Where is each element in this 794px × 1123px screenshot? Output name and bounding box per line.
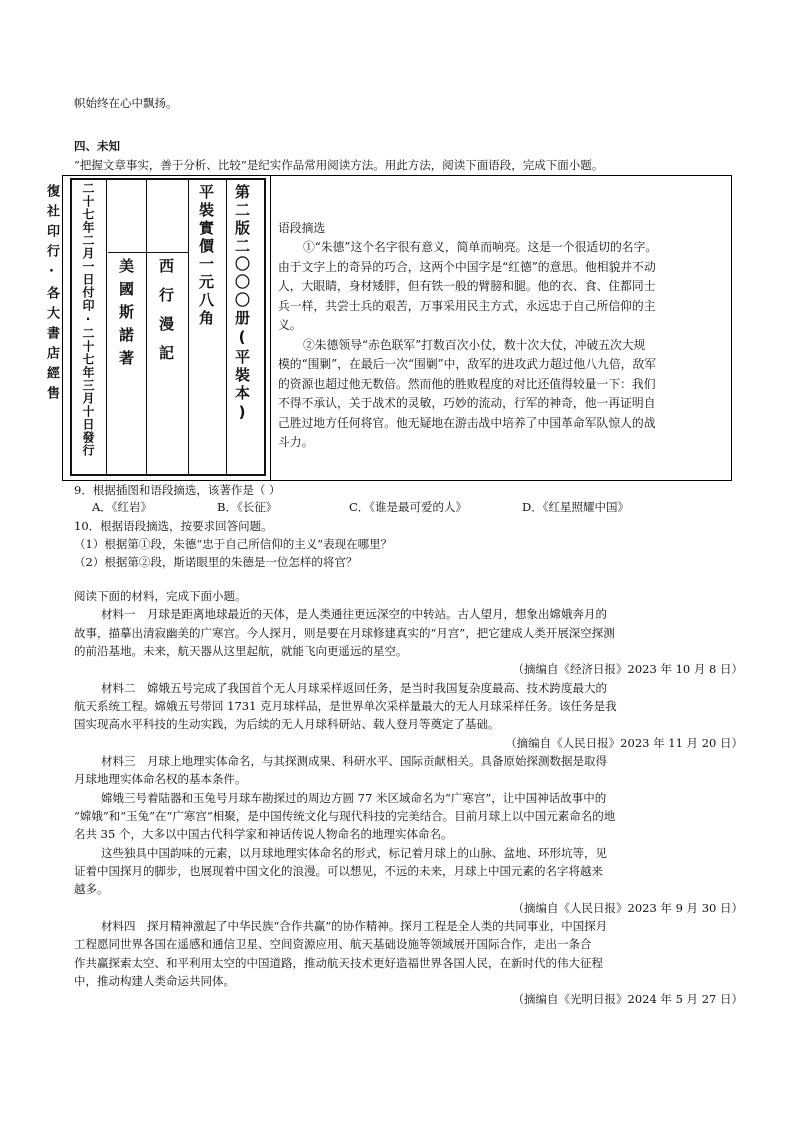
material-4-line: 作共赢探索太空、和平利用太空的中国道路，推动航天技术更好造福世界各国人民，在新时代的伟大征程 xyxy=(74,956,603,970)
cover-publisher: 復社印行·各大書店經售 xyxy=(44,184,59,406)
material-1-source: （摘编自《经济日报》2023 年 10 月 8 日） xyxy=(512,662,743,676)
material-1-line: 的前沿基地。未来，航天器从这里起航，就能飞向更遥远的星空。 xyxy=(74,644,408,658)
material-4-line: 中，推动构建人类命运共同体。 xyxy=(74,974,235,988)
excerpt-p1-line: ①“朱德”这个名字很有意义，简单而响亮。这是一个很适切的名字。 xyxy=(303,240,658,254)
material-3-line: 月球地理实体命名权的基本条件。 xyxy=(74,772,247,786)
cover-print-date: 二十七年二月一日付印·二十七年三月十日發行 xyxy=(81,182,95,457)
excerpt-p2-line: 斗力。 xyxy=(278,435,314,449)
cover-price: 平裝實價一元八角 xyxy=(197,184,215,328)
material-2-line: 材料二 嫦娥五号完成了我国首个无人月球采样返回任务，是当时我国复杂度最高、技术跨度最大的 xyxy=(101,681,607,695)
material-4-line: 材料四 探月精神激起了中华民族“合作共赢”的协作精神。探月工程是全人类的共同事业，中国探月 xyxy=(101,919,608,933)
cover-book-title: 西行漫記 xyxy=(157,258,175,374)
material-4-source: （摘编自《光明日报》2024 年 5 月 27 日） xyxy=(512,992,743,1006)
excerpt-p1-line: 义。 xyxy=(278,318,302,332)
excerpt-p2-line: 模的“围剿”，在最后一次“围剿”中，敌军的进攻武力超过他八九倍，敌军 xyxy=(278,357,657,371)
excerpt-p2-line: ②朱德领导“赤色联军”打数百次小仗，数十次大仗，冲破五次大规 xyxy=(303,338,646,352)
material-2-source: （摘编自《人民日报》2023 年 11 月 20 日） xyxy=(505,736,743,750)
material-1-line: 故事，描摹出清寂幽美的广寒宫。今人探月，则是要在月球修建真实的“月宫”，把它建成人类开展深空探测 xyxy=(74,626,615,640)
material-3-line: 越多。 xyxy=(74,882,109,896)
material-3-line: 证着中国探月的脚步，也展现着中国文化的浪漫。可以想见，不远的未来，月球上中国元素的名字将越来 xyxy=(74,864,603,878)
excerpt-p2-line: 的资源也超过他无数倍。然而他的胜败程度的对比还值得较量一下：我们 xyxy=(278,377,656,391)
section-intro: “把握文章事实，善于分析、比较”是纪实作品常用阅读方法。用此方法，阅读下面语段，完成下面小题。 xyxy=(74,158,604,172)
excerpt-p1-line: 由于文字上的奇异的巧合，这两个中国字是“红德”的意思。他相貌并不动 xyxy=(278,260,656,274)
material-1-line: 材料一 月球是距离地球最近的天体，是人类通往更远深空的中转站。古人望月，想象出嫦娥奔月的 xyxy=(101,607,607,621)
excerpt-p2-line: 不得不承认，关于战术的灵敏，巧妙的流动，行军的神奇，他一再证明自 xyxy=(278,396,656,410)
question-9-option-d: D．《红星照耀中国》 xyxy=(522,500,629,514)
excerpt-p1-line: 兵一样，共尝士兵的艰苦，万事采用民主方式，永远忠于自己所信仰的主 xyxy=(278,299,656,313)
material-3-line: “嫦娥”和“玉兔”在“广寒宫”相聚，是中国传统文化与现代科技的完美结合。目前月球上以中国元素命名的地 xyxy=(74,809,616,823)
cover-author: 美國斯諾著 xyxy=(117,258,135,373)
continuation-line: 帜始终在心中飘扬。 xyxy=(74,96,178,110)
question-9-stem: 9．根据插图和语段摘选，该著作是（ ） xyxy=(74,483,281,497)
material-3-line: 名共 35 个，大多以中国古代科学家和神话传说人物命名的地理实体命名。 xyxy=(74,827,453,841)
material-2-line: 国实现高水平科技的生动实践，为后续的无人月球科研站、载人登月等奠定了基础。 xyxy=(74,717,500,731)
question-9-option-c: C．《谁是最可爱的人》 xyxy=(349,500,468,514)
material-3-line: 嫦娥三号着陆器和玉兔号月球车勘探过的周边方圆 77 米区域命名为“广寒宫”，让中国神话故事中的 xyxy=(101,791,607,805)
question-10-sub2: （2）根据第②段，斯诺眼里的朱德是一位怎样的将官？ xyxy=(74,555,358,569)
question-9-option-a: A．《红岩》 xyxy=(92,500,153,514)
question-10-stem: 10．根据语段摘选，按要求回答问题。 xyxy=(74,519,273,533)
excerpt-title: 语段摘选 xyxy=(278,221,326,235)
excerpt-p1-line: 人，大眼睛，身材矮胖，但有铁一般的臂膀和腿。他的衣、食、住都同士 xyxy=(278,279,656,293)
section-heading: 四、未知 xyxy=(74,139,120,153)
material-4-line: 工程愿同世界各国在遥感和通信卫星、空间资源应用、航天基础设施等领域展开国际合作，走出一条合 xyxy=(74,937,592,951)
cover-edition: 第二版二〇〇〇册(平裝本) xyxy=(233,184,251,424)
question-9-option-b: B．《长征》 xyxy=(217,500,278,514)
book-cover-image xyxy=(44,178,266,478)
material-3-source: （摘编自《人民日报》2023 年 9 月 30 日） xyxy=(512,901,743,915)
question-10-sub1: （1）根据第①段，朱德“忠于自己所信仰的主义”表现在哪里？ xyxy=(74,537,393,551)
material-2-line: 航天系统工程。嫦娥五号带回 1731 克月球样品，是世界单次采样量最大的无人月球采样任务。该任务是我 xyxy=(74,699,617,713)
material-3-line: 材料三 月球上地理实体命名，与其探测成果、科研水平、国际贡献相关。具备原始探测数据是取得 xyxy=(101,754,607,768)
table-divider xyxy=(270,175,271,481)
excerpt-p2-line: 己胜过地方任何将官。他无疑地在游击战中培养了中国革命军队惊人的战 xyxy=(278,416,656,430)
reading-intro: 阅读下面的材料，完成下面小题。 xyxy=(74,589,247,603)
material-3-line: 这些独具中国韵味的元素，以月球地理实体命名的形式，标记着月球上的山脉、盆地、环形坑等，见 xyxy=(101,846,607,860)
